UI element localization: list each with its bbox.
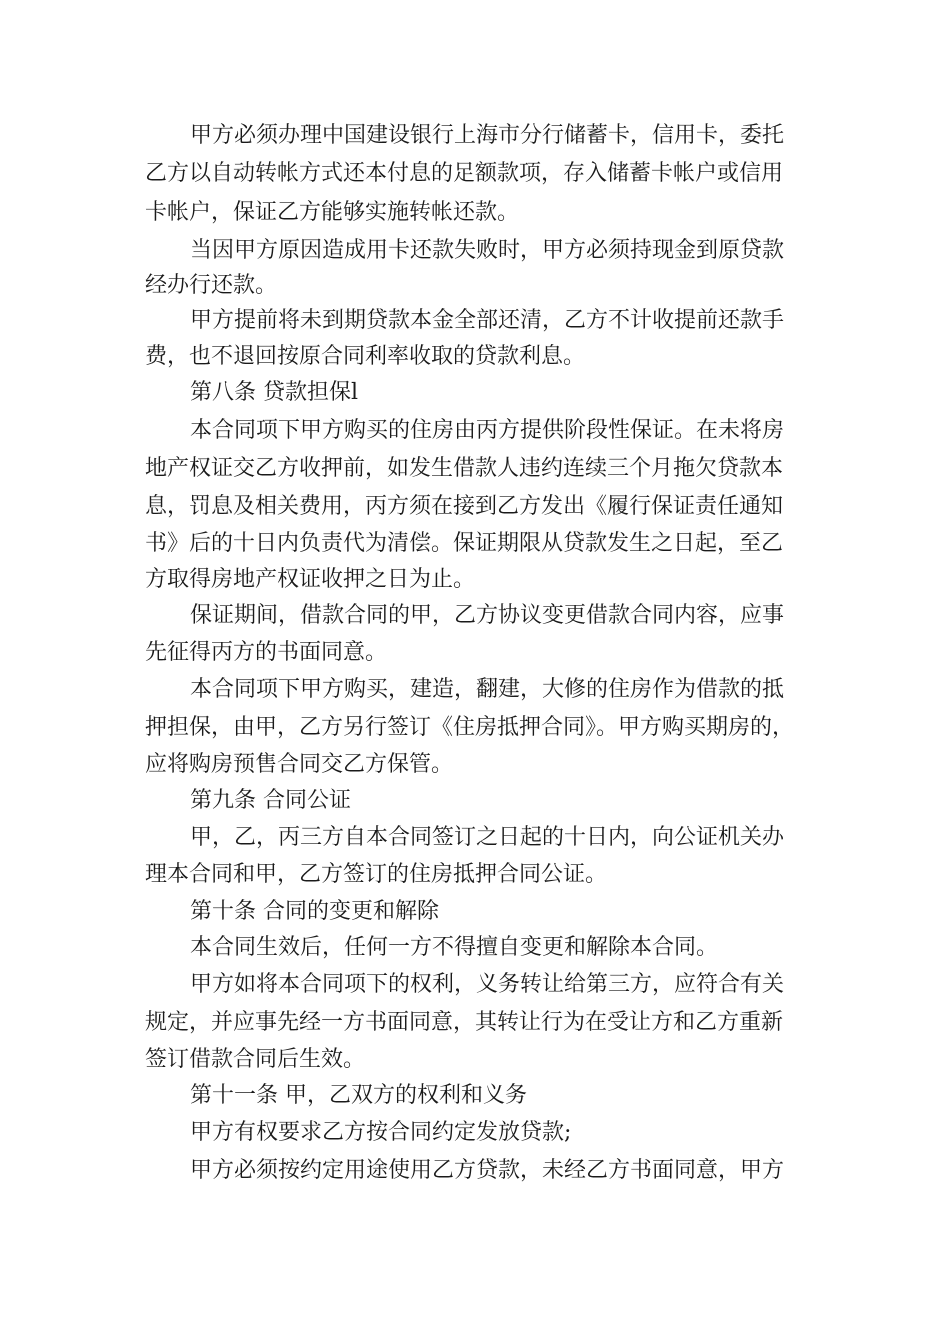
paragraph-line: 押担保，由甲，乙方另行签订《住房抵押合同》。甲方购买期房的， xyxy=(145,715,795,740)
paragraph-line: 卡帐户，保证乙方能够实施转帐还款。 xyxy=(145,200,520,225)
paragraph-line: 方取得房地产权证收押之日为止。 xyxy=(145,567,476,592)
paragraph-line: 签订借款合同后生效。 xyxy=(145,1047,366,1072)
paragraph-line: 乙方以自动转帐方式还本付息的足额款项，存入储蓄卡帐户或信用 xyxy=(145,161,784,186)
paragraph-line: 甲，乙，丙三方自本合同签订之日起的十日内，向公证机关办 xyxy=(190,825,785,850)
paragraph-line: 甲方有权要求乙方按合同约定发放贷款; xyxy=(190,1120,572,1145)
paragraph-line: 息，罚息及相关费用，丙方须在接到乙方发出《履行保证责任通知 xyxy=(145,494,784,519)
paragraph-line: 本合同项下甲方购买的住房由丙方提供阶段性保证。在未将房 xyxy=(190,418,785,443)
paragraph-line: 规定，并应事先经一方书面同意，其转让行为在受让方和乙方重新 xyxy=(145,1010,784,1035)
paragraph-line: 经办行还款。 xyxy=(145,273,278,298)
paragraph-line: 本合同生效后，任何一方不得擅自变更和解除本合同。 xyxy=(190,935,719,960)
paragraph-line: 地产权证交乙方收押前，如发生借款人违约连续三个月拖欠贷款本 xyxy=(145,456,784,481)
paragraph-line: 当因甲方原因造成用卡还款失败时，甲方必须持现金到原贷款 xyxy=(190,238,785,263)
paragraph-line: 甲方必须按约定用途使用乙方贷款，未经乙方书面同意，甲方 xyxy=(190,1158,785,1183)
section-heading: 第十一条 甲，乙双方的权利和义务 xyxy=(190,1083,527,1108)
paragraph-line: 费，也不退回按原合同利率收取的贷款利息。 xyxy=(145,344,586,369)
paragraph-line: 本合同项下甲方购买，建造，翻建，大修的住房作为借款的抵 xyxy=(190,677,785,702)
section-heading: 第十条 合同的变更和解除 xyxy=(190,899,439,924)
paragraph-line: 甲方提前将未到期贷款本金全部还清，乙方不计收提前还款手 xyxy=(190,308,785,333)
section-heading: 第九条 合同公证 xyxy=(190,788,351,813)
section-heading: 第八条 贷款担保l xyxy=(190,380,359,405)
paragraph-line: 甲方必须办理中国建设银行上海市分行储蓄卡，信用卡，委托 xyxy=(190,123,785,148)
paragraph-line: 理本合同和甲，乙方签订的住房抵押合同公证。 xyxy=(145,862,608,887)
paragraph-line: 先征得丙方的书面同意。 xyxy=(145,640,388,665)
paragraph-line: 甲方如将本合同项下的权利，义务转让给第三方，应符合有关 xyxy=(190,972,785,997)
paragraph-line: 应将购房预售合同交乙方保管。 xyxy=(145,752,454,777)
paragraph-line: 书》后的十日内负责代为清偿。保证期限从贷款发生之日起，至乙 xyxy=(145,531,784,556)
paragraph-line: 保证期间，借款合同的甲，乙方协议变更借款合同内容，应事 xyxy=(190,603,785,628)
